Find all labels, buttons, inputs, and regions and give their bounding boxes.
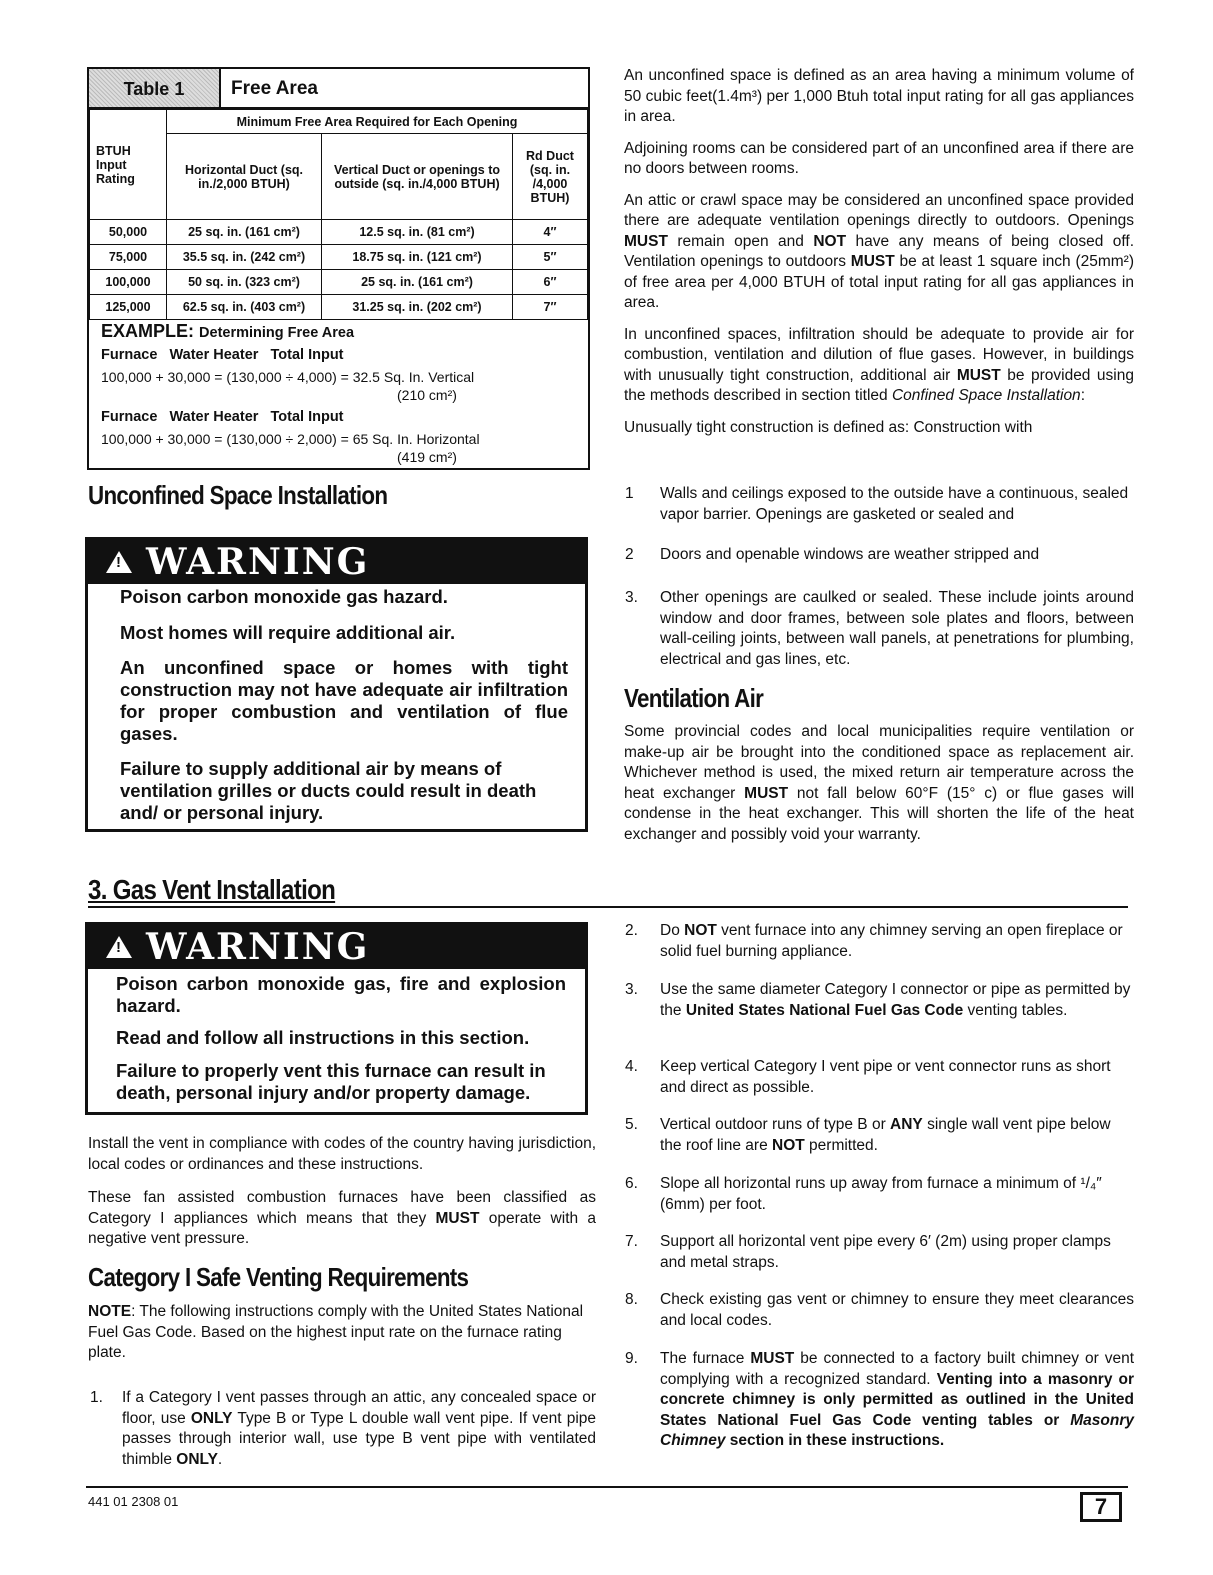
unconfined-heading: Unconfined Space Installation	[88, 480, 388, 510]
example1-line2: (210 cm²)	[397, 387, 457, 403]
example-header: Furnace Water Heater Total Input	[101, 347, 344, 363]
table-label: Table 1	[89, 69, 221, 109]
right-top-column	[624, 66, 1134, 438]
list-number: 8.	[625, 1291, 638, 1308]
warning-triangle-icon	[106, 936, 132, 958]
warning-line: Most homes will require additional air.	[120, 622, 456, 643]
list-number: 4.	[625, 1058, 638, 1075]
paragraph: In unconfined spaces, infiltration should be adequate to provide air for combustion, ventilation and dilution of flue gases. However, in buildings with unusually tight construction, additional air MUST be provided using the methods described in section titled Confined Space Installation:	[624, 325, 1134, 404]
list-number: 1.	[90, 1389, 103, 1406]
warning-line: Poison carbon monoxide gas hazard.	[120, 586, 448, 607]
example-heading: EXAMPLE: Determining Free Area	[101, 321, 355, 341]
list-item: Check existing gas vent or chimney to ensure they meet clearances and local codes.	[660, 1291, 1134, 1329]
list-item: Do NOT vent furnace into any chimney serving an open fireplace or solid fuel burning appliance.	[660, 922, 1123, 960]
doc-number: 441 01 2308 01	[88, 1494, 179, 1509]
paragraph: Install the vent in compliance with codes of the country having jurisdiction, local codes or ordinances and these instructions.	[88, 1135, 596, 1173]
list-item: Doors and openable windows are weather stripped and	[660, 546, 1040, 563]
list-number: 2	[625, 546, 634, 563]
list-number: 1	[625, 485, 634, 502]
note-paragraph: NOTE: The following instructions comply with the United States National Fuel Gas Code. Based on the highest input rate on the furnace rating plate.	[88, 1303, 584, 1361]
paragraph: These fan assisted combustion furnaces have been classified as Category I appliances which means that they MUST operate with a negative vent pressure.	[88, 1189, 597, 1247]
table-row: 125,000 62.5 sq. in. (403 cm²) 31.25 sq. in. (202 cm²) 7″	[90, 295, 588, 320]
warning-line: Failure to properly vent this furnace can result in death, personal injury and/or property damage.	[116, 1060, 546, 1103]
warning-box-unconfined	[85, 537, 588, 832]
paragraph: An attic or crawl space may be considered an unconfined space provided there are adequate ventilation openings directly to outdoors. Openings MUST remain open and NOT have any means of being closed off. Ventilation openings to outdoors MUST be at least 1 square inch (25mm²) of free area per 4,000 BTUH of total input rating for all gas appliances in area.	[624, 191, 1134, 311]
list-item: Use the same diameter Category I connector or pipe as permitted by the United States National Fuel Gas Code venting tables.	[660, 981, 1131, 1019]
category-heading: Category I Safe Venting Requirements	[88, 1262, 469, 1292]
warning-header	[88, 925, 585, 969]
list-item: The furnace MUST be connected to a factory built chimney or vent complying with a recognized standard. Venting into a masonry or concrete chimney is only permitted as outlined in the United States National Fuel Gas Code venting tables or Masonry Chimney section in these instructions.	[660, 1350, 1134, 1449]
free-area-table	[87, 67, 590, 470]
paragraph: Unusually tight construction is defined as: Construction with	[624, 418, 1033, 436]
table-row: 50,000 25 sq. in. (161 cm²) 12.5 sq. in. (81 cm²) 4″	[90, 220, 588, 245]
footer-rule	[86, 1486, 1128, 1488]
list-number: 9.	[625, 1350, 638, 1367]
example1-line1: 100,000 + 30,000 = (130,000 ÷ 4,000) = 32.5 Sq. In. Vertical	[101, 369, 475, 385]
example2-line2: (419 cm²)	[397, 449, 457, 465]
list-number: 6.	[625, 1175, 638, 1192]
example2-line1: 100,000 + 30,000 = (130,000 ÷ 2,000) = 65 Sq. In. Horizontal	[101, 431, 480, 447]
warning-box-gasvent	[85, 922, 588, 1115]
col-horizontal: Horizontal Duct (sq. in./2,000 BTUH)	[167, 134, 322, 220]
warning-line: Read and follow all instructions in this section.	[116, 1027, 530, 1048]
paragraph: An unconfined space is defined as an area having a minimum volume of 50 cubic feet(1.4m³) per 1,000 Btuh total input rating for all gas appliances in area.	[624, 67, 1134, 125]
warning-triangle-icon	[106, 551, 132, 573]
warning-line: Failure to supply additional air by means of ventilation grilles or ducts could result in death and/ or personal injury.	[120, 758, 537, 823]
ventilation-paragraph: Some provincial codes and local municipalities require ventilation or make-up air be brought into the conditioned space as replacement air. Whichever method is used, the mixed return air temperature across the heat exchanger MUST not fall below 60°F (15° c) or flue gases will condense in the heat exchanger. This will shorten the life of the heat exchanger and possibly void your warranty.	[624, 723, 1135, 843]
list-number: 7.	[625, 1233, 638, 1250]
list-item: Keep vertical Category I vent pipe or vent connector runs as short and direct as possible.	[660, 1058, 1111, 1096]
table-row: 100,000 50 sq. in. (323 cm²) 25 sq. in. (161 cm²) 6″	[90, 270, 588, 295]
table-title: Free Area	[231, 78, 318, 99]
list-item: Other openings are caulked or sealed. These include joints around window and door frames, between sole plates and floors, between wall-ceiling joints, between wall panels, at penetrations for plumbing, electrical and gas lines, etc.	[660, 589, 1134, 668]
example-header-2: Furnace Water Heater Total Input	[101, 409, 344, 425]
warning-header	[88, 540, 585, 584]
list-item: Support all horizontal vent pipe every 6′ (2m) using proper clamps and metal straps.	[660, 1233, 1111, 1271]
gas-vent-heading: 3. Gas Vent Installation	[88, 874, 336, 905]
paragraph: Adjoining rooms can be considered part of an unconfined area if there are no doors between rooms.	[624, 139, 1134, 177]
ventilation-heading: Ventilation Air	[624, 683, 764, 713]
section-rule	[88, 906, 1128, 908]
list-item: Vertical outdoor runs of type B or ANY single wall vent pipe below the roof line are NOT permitted.	[660, 1116, 1111, 1154]
list-item: Slope all horizontal runs up away from furnace a minimum of ¹/₄″ (6mm) per foot.	[660, 1175, 1102, 1213]
col-btuh: BTUH Input Rating	[90, 110, 167, 220]
warning-line: An unconfined space or homes with tight construction may not have adequate air infiltration for proper combustion and ventilation of flue gases.	[120, 657, 568, 744]
page-number: 7	[1080, 1492, 1122, 1522]
list-number: 2.	[625, 922, 638, 939]
col-rd: Rd Duct (sq. in. /4,000 BTUH)	[513, 134, 588, 220]
warning-line: Poison carbon monoxide gas, fire and explosion hazard.	[116, 973, 566, 1016]
warning-title: WARNING	[146, 541, 370, 583]
list-item: If a Category I vent passes through an attic, any concealed space or floor, use ONLY Type B or Type L double wall vent pipe. If vent pipe passes through interior wall, use type B vent pipe with ventilated thimble ONLY.	[122, 1389, 597, 1468]
list-number: 3.	[625, 589, 638, 606]
warning-title: WARNING	[146, 926, 370, 968]
table-body	[89, 109, 588, 320]
list-number: 5.	[625, 1116, 638, 1133]
list-item: Walls and ceilings exposed to the outside have a continuous, sealed vapor barrier. Openings are gasketed or sealed and	[660, 485, 1129, 523]
table-row: 75,000 35.5 sq. in. (242 cm²) 18.75 sq. in. (121 cm²) 5″	[90, 245, 588, 270]
list-number: 3.	[625, 981, 638, 998]
col-vertical: Vertical Duct or openings to outside (sq. in./4,000 BTUH)	[322, 134, 513, 220]
col-subheader: Minimum Free Area Required for Each Opening	[167, 110, 588, 134]
